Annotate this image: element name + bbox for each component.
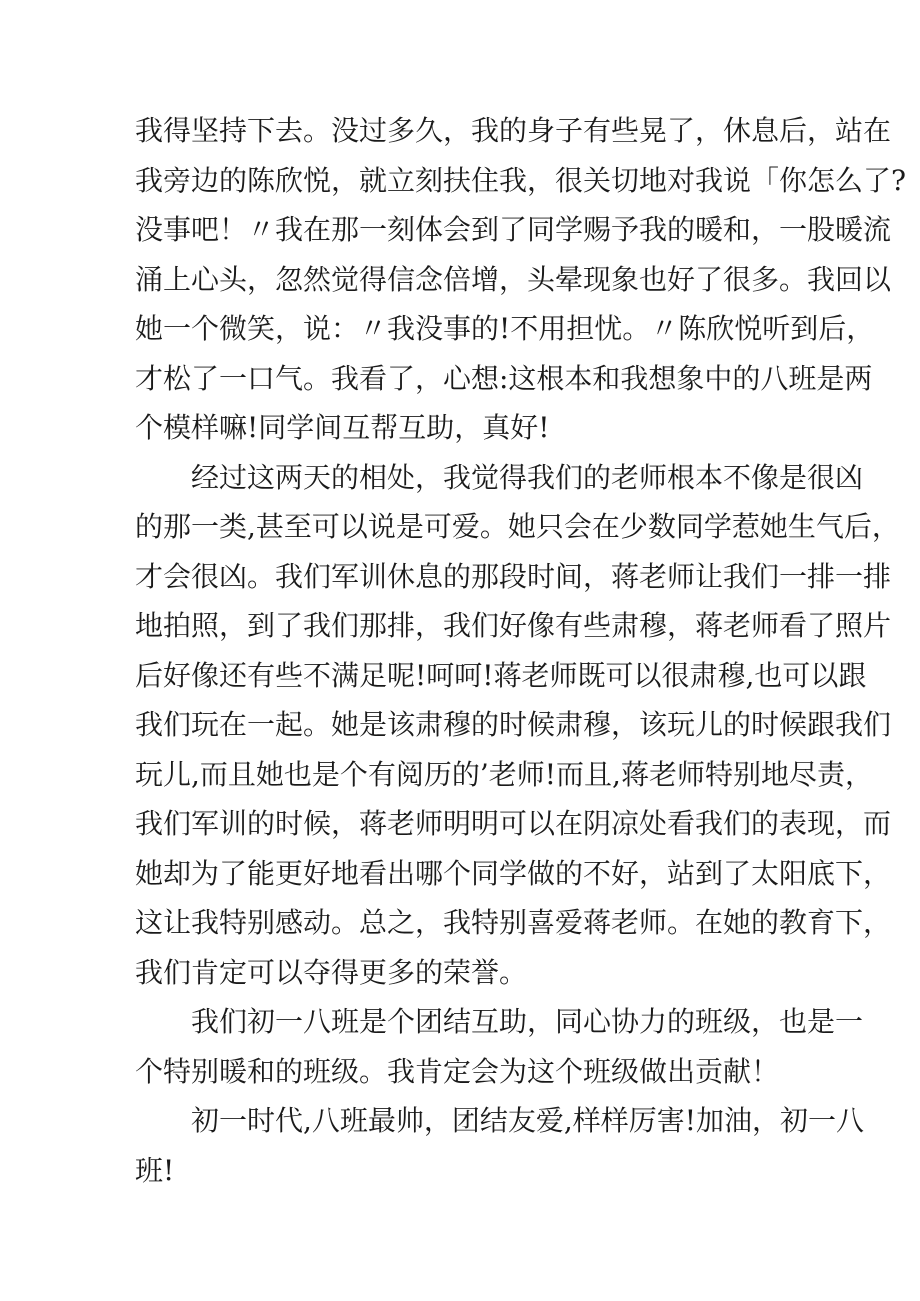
text-line: 我旁边的陈欣悦，就立刻扶住我，很关切地对我说「你怎么了?: [135, 163, 907, 197]
text-line: 没事吧！〃我在那一刻体会到了同学赐予我的暖和，一股暖流: [135, 213, 892, 246]
text-line: 个特别暖和的班级。我肯定会为这个班级做出贡献！: [135, 1054, 780, 1088]
text-line: 后好像还有些不满足呢!呵呵!蒋老师既可以很肃穆,也可以跟: [135, 658, 867, 692]
text-line: 玩儿,而且她也是个有阅历的’老师!而且,蒋老师特别地尽责，: [135, 757, 873, 791]
text-line: 她却为了能更好地看出哪个同学做的不好，站到了太阳底下，: [135, 856, 892, 890]
text-line: 地拍照，到了我们那排，我们好像有些肃穆，蒋老师看了照片: [135, 609, 892, 642]
text-line: 我们初一八班是个团结互助，同心协力的班级，也是一: [191, 1005, 864, 1038]
text-line: 才松了一口气。我看了，心想:这根本和我想象中的八班是两: [135, 361, 873, 395]
text-line: 才会很凶。我们军训休息的那段时间，蒋老师让我们一排一排: [135, 559, 892, 593]
text-line: 这让我特别感动。总之，我特别喜爱蒋老师。在她的教育下，: [135, 906, 892, 939]
text-line: 的那一类,甚至可以说是可爱。她只会在少数同学惹她生气后，: [135, 510, 900, 543]
paragraph-1: [135, 106, 907, 453]
text-line: 涌上心头，忽然觉得信念倍增，头晕现象也好了很多。我回以: [135, 262, 892, 296]
paragraph-4: [135, 1096, 865, 1195]
paragraph-2: [135, 453, 900, 998]
document-body: [135, 106, 907, 1195]
text-line: 我们玩在一起。她是该肃穆的时候肃穆，该玩儿的时候跟我们: [135, 708, 892, 741]
text-line: 我们肯定可以夺得更多的荣誉。: [135, 955, 528, 989]
text-line: 班!: [135, 1153, 175, 1187]
text-line: 我们军训的时候，蒋老师明明可以在阴凉处看我们的表现，而: [135, 807, 892, 840]
text-line: 她一个微笑，说：〃我没事的!不用担忧。〃陈欣悦听到后，: [135, 312, 875, 345]
paragraph-3: [135, 997, 864, 1096]
text-line: 初一时代,八班最帅，团结友爱,样样厉害!加油，初一八: [191, 1104, 865, 1137]
text-line: 我得坚持下去。没过多久，我的身子有些晃了，休息后，站在: [135, 114, 892, 147]
text-line: 经过这两天的相处，我觉得我们的老师根本不像是很凶: [191, 460, 864, 494]
text-line: 个模样嘛!同学间互帮互助，真好!: [135, 411, 550, 444]
